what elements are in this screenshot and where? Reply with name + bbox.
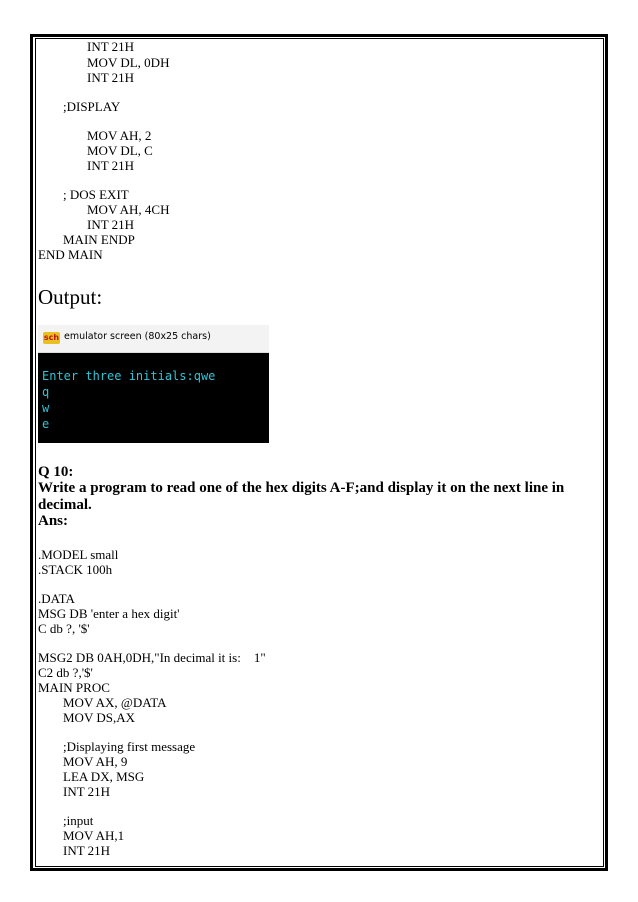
code-line: INT 21H	[87, 39, 135, 54]
question-text: Write a program to read one of the hex digits A-F;and display it on the next line in	[38, 480, 565, 496]
console-line: Enter three initials:qwe	[42, 369, 216, 383]
code-line: C db ?, '$'	[38, 621, 90, 636]
console-line: e	[42, 417, 50, 431]
code-line: ;input	[63, 813, 94, 828]
code-line: MOV DL, C	[87, 143, 153, 158]
code-line: MSG2 DB 0AH,0DH,"In decimal it is: 1"	[38, 650, 266, 665]
code-line: INT 21H	[87, 70, 135, 85]
code-line: .STACK 100h	[38, 562, 113, 577]
console-line: q	[42, 385, 50, 399]
code-line: .MODEL small	[38, 547, 119, 562]
emulator-titlebar	[38, 325, 269, 353]
code-line: ;Displaying first message	[63, 739, 196, 754]
output-heading: Output:	[38, 285, 103, 309]
code-line: INT 21H	[87, 217, 135, 232]
question-text: decimal.	[38, 497, 92, 513]
code-line: INT 21H	[63, 843, 111, 858]
console-line: w	[42, 401, 50, 415]
emulator-title: emulator screen (80x25 chars)	[64, 331, 211, 342]
emulator-app-icon: sch	[43, 333, 60, 342]
code-line: MSG DB 'enter a hex digit'	[38, 606, 180, 621]
code-line: ;DISPLAY	[63, 99, 121, 114]
code-line: MOV DS,AX	[63, 710, 135, 725]
emulator-screenshot	[38, 325, 269, 443]
code-line: C2 db ?,'$'	[38, 665, 93, 680]
code-line: MAIN PROC	[38, 680, 110, 695]
code-line: MOV DL, 0DH	[87, 55, 170, 70]
question-label: Q 10:	[38, 464, 74, 480]
code-line: ; DOS EXIT	[63, 187, 129, 202]
code-line: MOV AH, 9	[63, 754, 128, 769]
emulator-console	[38, 353, 269, 443]
code-line: MOV AX, @DATA	[63, 695, 167, 710]
code-line: .DATA	[38, 591, 75, 606]
code-line: INT 21H	[87, 158, 135, 173]
code-line: MOV AH, 4CH	[87, 202, 170, 217]
code-line: INT 21H	[63, 784, 111, 799]
code-line: MOV AH, 2	[87, 128, 152, 143]
code-line: MOV AH,1	[63, 828, 125, 843]
code-line: END MAIN	[38, 247, 103, 262]
code-line: LEA DX, MSG	[63, 769, 145, 784]
code-line: MAIN ENDP	[63, 232, 135, 247]
answer-label: Ans:	[38, 513, 69, 529]
